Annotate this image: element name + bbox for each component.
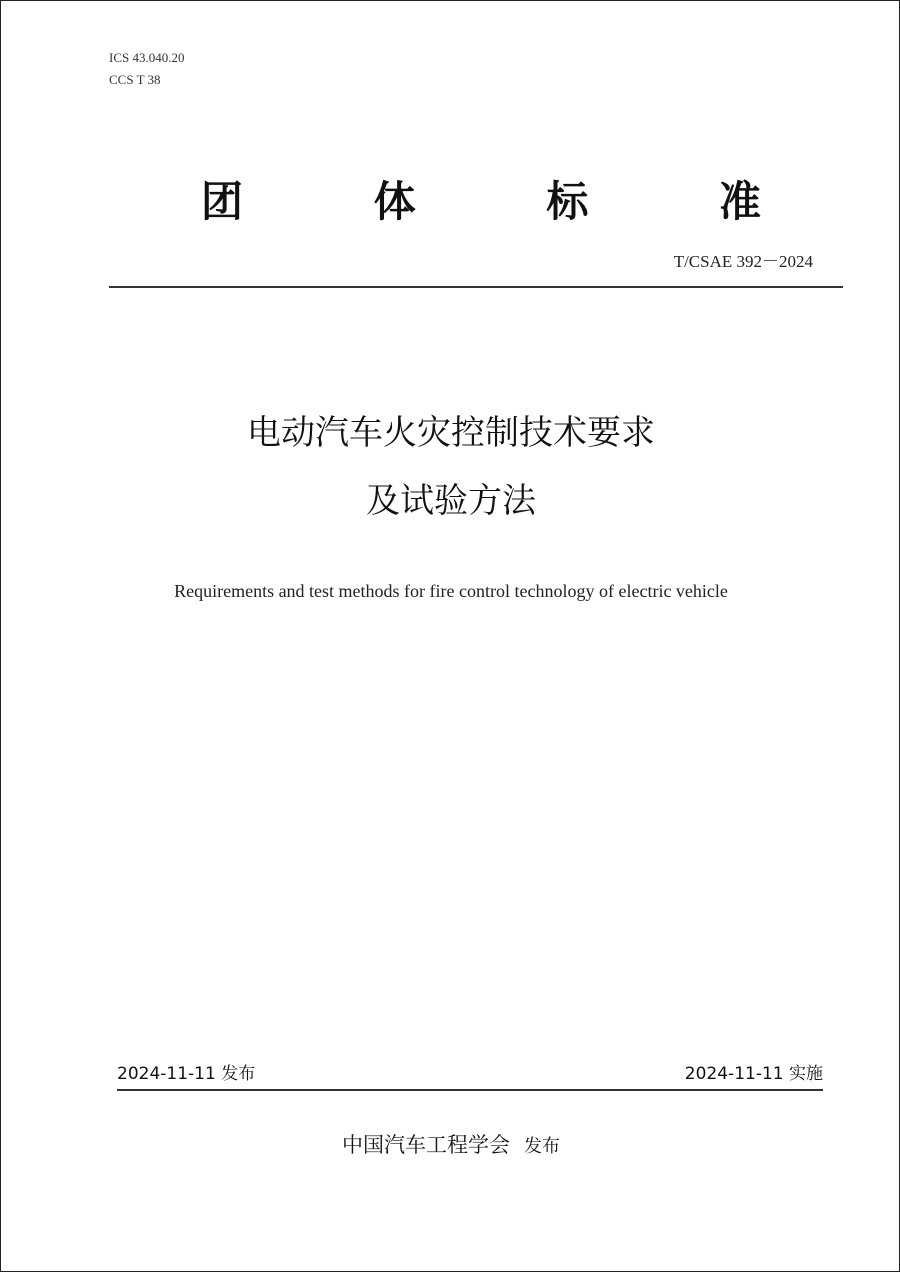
standard-type-char: 标 <box>546 177 589 226</box>
ics-code: ICS 43.040.20 <box>109 50 185 65</box>
footer-divider <box>117 1089 823 1091</box>
ccs-code: CCS T 38 <box>109 72 161 87</box>
date-row <box>117 1059 823 1084</box>
standard-type-char: 体 <box>373 177 416 226</box>
publisher-name: 中国汽车工程学会 <box>342 1133 510 1157</box>
header-divider <box>109 286 843 288</box>
publisher-action: 发布 <box>524 1136 560 1157</box>
standard-type-char: 团 <box>201 177 244 226</box>
issue-date: 2024-11-11 发布 <box>117 1064 256 1084</box>
standard-number: T/CSAE 392－2024 <box>673 252 813 271</box>
chinese-title-line-2: 及试验方法 <box>366 481 536 521</box>
classification-codes <box>109 47 184 91</box>
implementation-date: 2024-11-11 实施 <box>684 1064 823 1084</box>
chinese-title <box>1 399 900 535</box>
standard-type-char: 准 <box>718 177 761 226</box>
chinese-title-line-1: 电动汽车火灾控制技术要求 <box>247 413 655 453</box>
standard-type-heading <box>201 169 761 229</box>
english-title: Requirements and test methods for fire control technology of electric vehicle <box>174 581 728 601</box>
publisher-line <box>1 1129 900 1159</box>
